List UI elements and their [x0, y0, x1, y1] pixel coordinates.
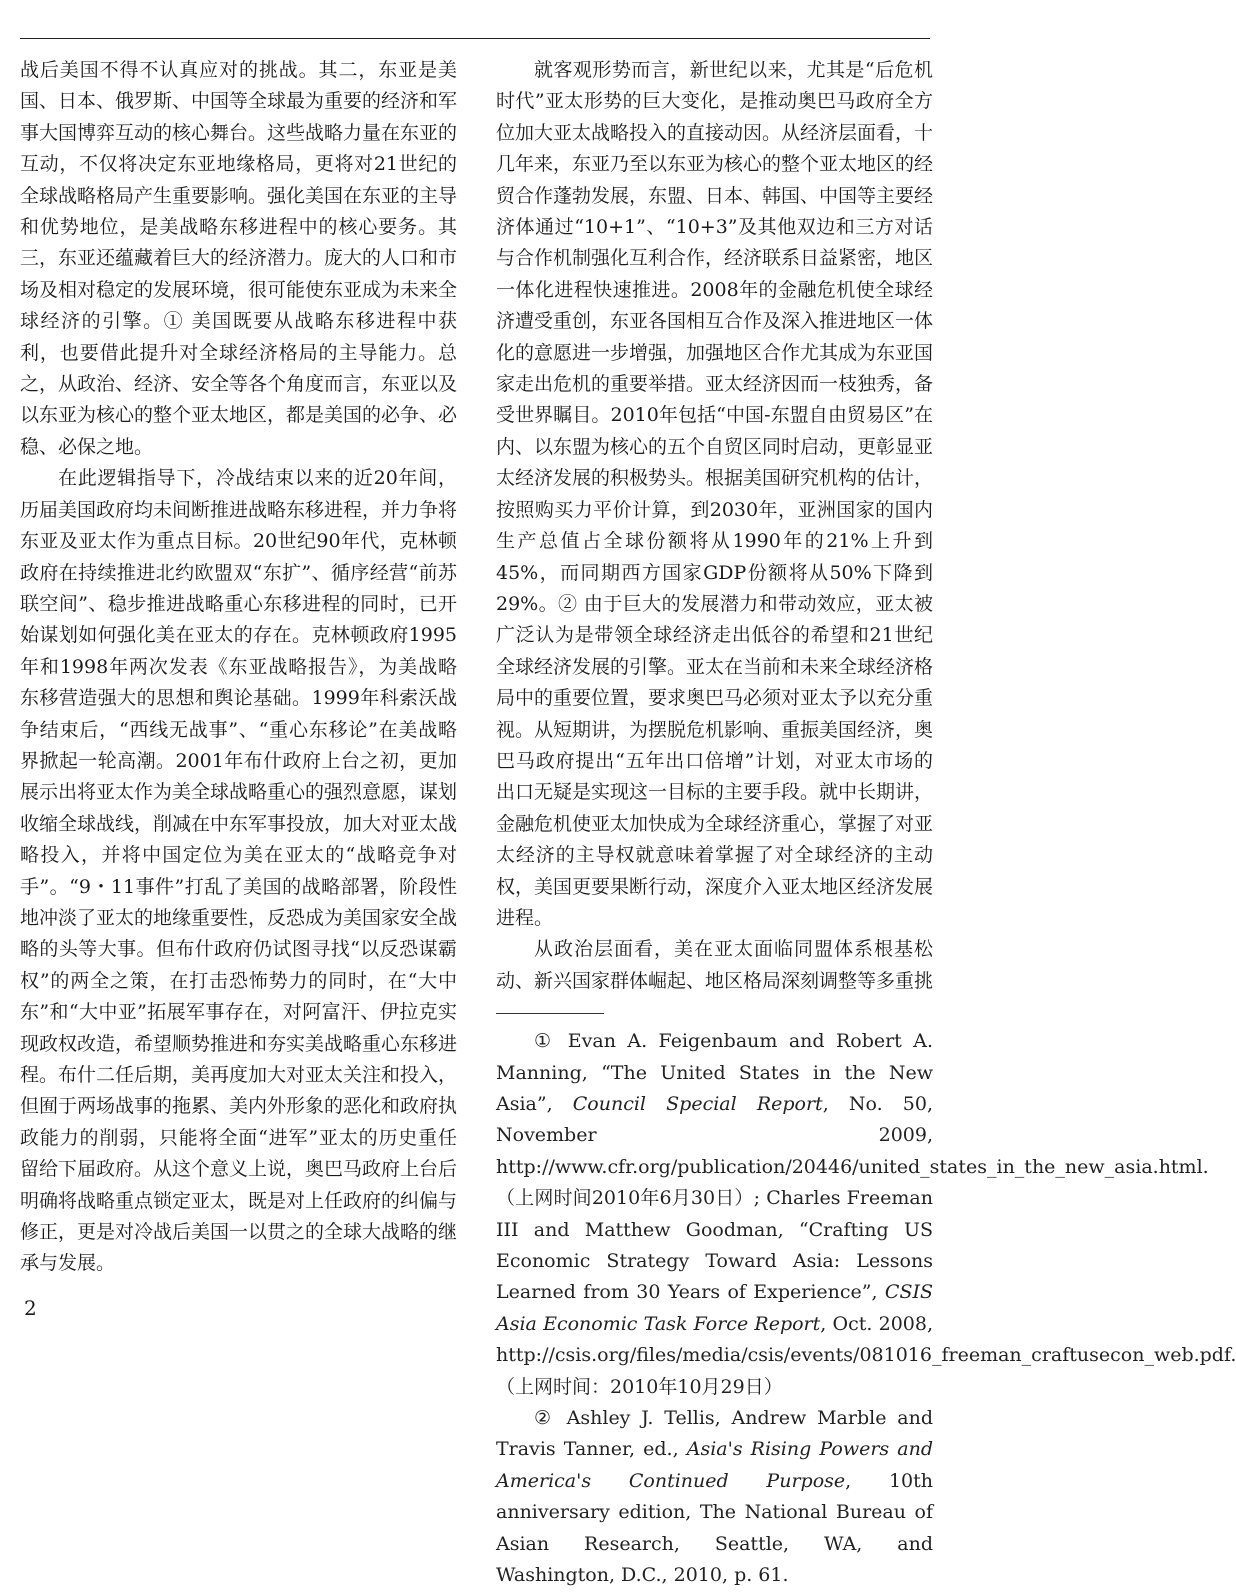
footnote-text: , Oct. 2008, http://csis.org/files/media/csis/events/081016_freeman_craftusecon_web.pdf.（上网时间：2010年10月29日） — [496, 1312, 1236, 1398]
paragraph: 在此逻辑指导下，冷战结束以来的近20年间，历届美国政府均未间断推进战略东移进程，并力争将东亚及亚太作为重点目标。20世纪90年代，克林顿政府在持续推进北约欧盟双“东扩”、循序经营“前苏联空间”、稳步推进战略重心东移进程的同时，已开始谋划如何强化美在亚太的存在。克林顿政府1995年和1998年两次发表《东亚战略报告》，为美战略东移营造强大的思想和舆论基础。1999年科索沃战争结束后，“西线无战事”、“重心东移论”在美战略界掀起一轮高潮。2001年布什政府上台之初，更加展示出将亚太作为美全球战略重心的强烈意愿，谋划收缩全球战线，削减在中东军事投放，加大对亚太战略投入，并将中国定位为美在亚太的“战略竞争对手”。“9・11事件”打乱了美国的战略部署，阶段性地冲淡了亚太的地缘重要性，反恐成为美国家安全战略的头等大事。但布什政府仍试图寻找“以反恐谋霸权”的两全之策，在打击恐怖势力的同时，在“大中东”和“大中亚”拓展军事存在，对阿富汗、伊拉克实现政权改造，希望顺势推进和夯实美战略重心东移进程。布什二任后期，美再度加大对亚太关注和投入，但囿于两场战事的拖累、美内外形象的恶化和政府执政能力的削弱，只能将全面“进军”亚太的历史重任留给下届政府。从这个意义上说，奥巴马政府上台后明确将战略重点锁定亚太，既是对上任政府的纠偏与修正，更是对冷战后美国一以贯之的全球大战略的继承与发展。 — [20, 467, 458, 1275]
right-column — [496, 55, 1236, 1592]
footnote-italic-title: CSIS Asia Economic Task Force Report — [496, 1281, 933, 1335]
paragraph: 从政治层面看，美在亚太面临同盟体系根基松动、新兴国家群体崛起、地区格局深刻调整等多重挑 — [496, 938, 934, 992]
footnote-1 — [496, 1026, 1236, 1403]
left-column — [20, 55, 457, 1280]
paragraph: 就客观形势而言，新世纪以来，尤其是“后危机时代”亚太形势的巨大变化，是推动奥巴马政府全方位加大亚太战略投入的直接动因。从经济层面看，十几年来，东亚乃至以东亚为核心的整个亚太地区的经贸合作蓬勃发展，东盟、日本、韩国、中国等主要经济体通过“10+1”、“10+3”及其他双边和三方对话与合作机制强化互利合作，经济联系日益紧密，地区一体化进程快速推进。2008年的金融危机使全球经济遭受重创，东亚各国相互合作及深入推进地区一体化的意愿进一步增强，加强地区合作尤其成为东亚国家走出危机的重要举措。亚太经济因而一枝独秀，备受世界瞩目。2010年包括“中国-东盟自由贸易区”在内、以东盟为核心的五个自贸区同时启动，更彰显亚太经济发展的积极势头。根据美国研究机构的估计，按照购买力平价计算，到2030年，亚洲国家的国内生产总值占全球份额将从1990年的21%上升到45%，而同期西方国家GDP份额将从50%下降到29%。② 由于巨大的发展潜力和带动效应，亚太被广泛认为是带领全球经济走出低谷的希望和21世纪全球经济发展的引擎。亚太在当前和未来全球经济格局中的重要位置，要求奥巴马必须对亚太予以充分重视。从短期讲，为摆脱危机影响、重振美国经济，奥巴马政府提出“五年出口倍增”计划，对亚太市场的出口无疑是实现这一目标的主要手段。就中长期讲，金融危机使亚太加快成为全球经济重心，掌握了对亚太经济的主导权就意味着掌握了对全球经济的主动权，美国更要果断行动，深度介入亚太地区经济发展进程。 — [496, 59, 934, 929]
header-rule — [20, 38, 930, 39]
paragraph: 战后美国不得不认真应对的挑战。其二，东亚是美国、日本、俄罗斯、中国等全球最为重要的经济和军事大国博弈互动的核心舞台。这些战略力量在东亚的互动，不仅将决定东亚地缘格局，更将对21世纪的全球战略格局产生重要影响。强化美国在东亚的主导和优势地位，是美战略东移进程中的核心要务。其三，东亚还蕴藏着巨大的经济潜力。庞大的人口和市场及相对稳定的发展环境，很可能使东亚成为未来全球经济的引擎。① 美国既要从战略东移进程中获利，也要借此提升对全球经济格局的主导能力。总之，从政治、经济、安全等各个角度而言，东亚以及以东亚为核心的整个亚太地区，都是美国的必争、必稳、必保之地。 — [20, 59, 458, 458]
page-number: 2 — [24, 1296, 37, 1320]
footnote-2 — [496, 1403, 933, 1591]
footnote-text: , No. 50, November 2009, http://www.cfr.org/publication/20446/united_states_in_the_new_asia.html.（上网时间2010年6月30日）; Charles Freeman III and Matthew Goodman, “Crafting US Economic Strategy Toward Asia: Lessons Learned from 30 Years of Experience”, — [496, 1093, 1209, 1304]
footnote-text: , 10th anniversary edition, The National Bureau of Asian Research, Seattle, WA, and Washington, D.C., 2010, p. 61. — [496, 1469, 933, 1587]
footnote-separator — [496, 1013, 604, 1014]
footnote-italic-title: Council Special Report — [572, 1093, 823, 1115]
footnote-text: ① Evan A. Feigenbaum and Robert A. Manning, “The United States in the New Asia”, — [496, 1030, 933, 1115]
footnote-italic-title: Asia's Rising Powers and America's Continued Purpose — [496, 1438, 933, 1492]
footnote-text: ② Ashley J. Tellis, Andrew Marble and Travis Tanner, ed., — [496, 1407, 933, 1461]
